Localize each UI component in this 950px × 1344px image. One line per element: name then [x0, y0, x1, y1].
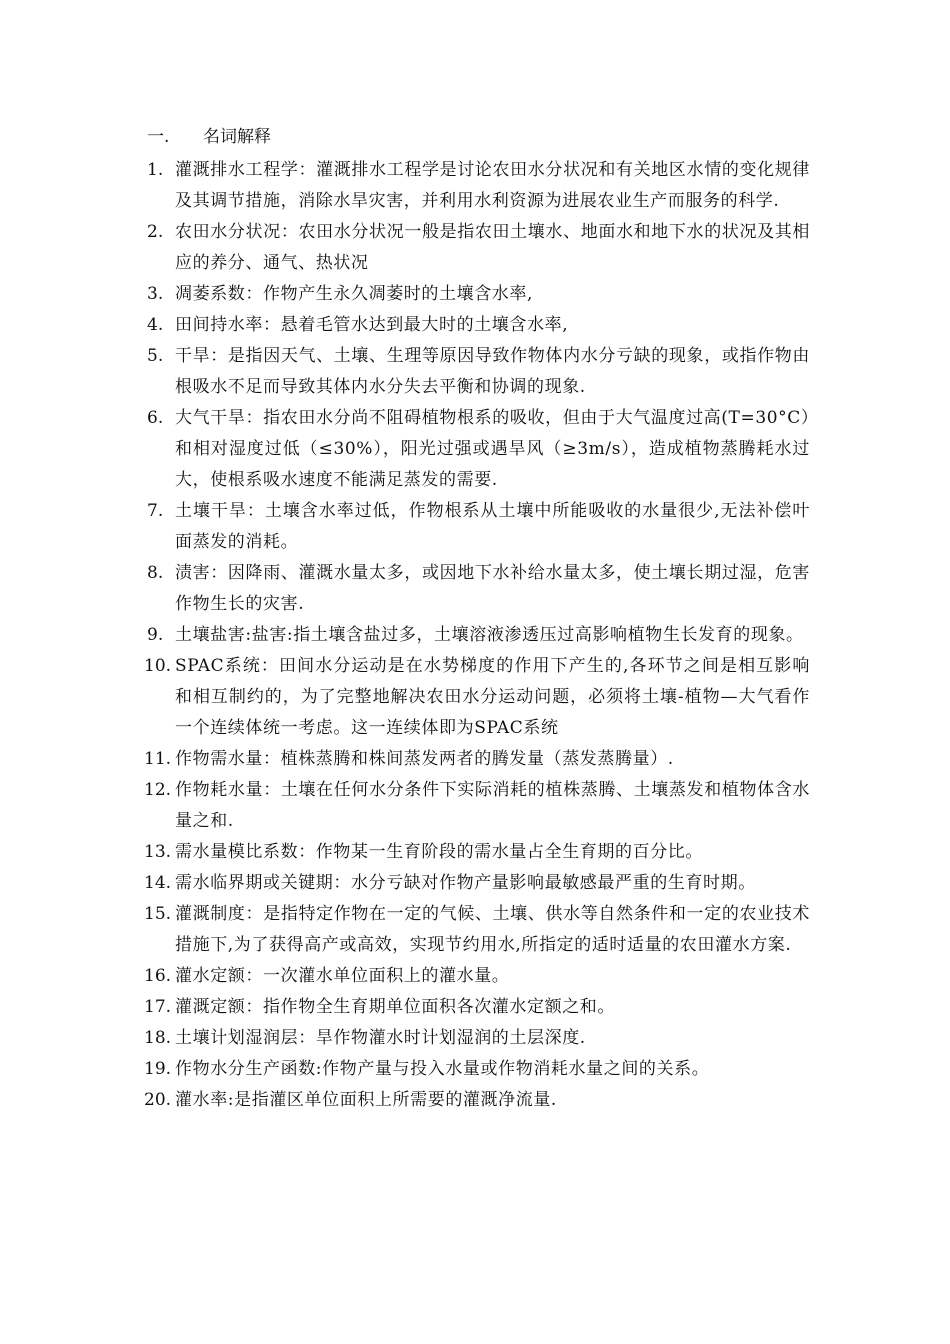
item-text: 灌溉定额：指作物全生育期单位面积各次灌水定额之和。: [175, 997, 615, 1017]
item-text: 渍害：因降雨、灌溉水量太多，或因地下水补给水量太多，使土壤长期过湿，危害作物生长的灾害.: [175, 563, 810, 614]
item-text: 作物耗水量：土壤在任何水分条件下实际消耗的植株蒸腾、土壤蒸发和植物体含水量之和.: [175, 780, 810, 831]
list-item: [0, 341, 950, 403]
item-text: 干旱：是指因天气、土壤、生理等原因导致作物体内水分亏缺的现象，或指作物由根吸水不足而导致其体内水分失去平衡和协调的现象.: [175, 346, 810, 397]
list-item: [0, 899, 950, 961]
item-number: 2.: [147, 222, 164, 242]
item-text: 大气干旱：指农田水分尚不阻碍植物根系的吸收，但由于大气温度过高(T=30°C）和相对湿度过低（≤30%），阳光过强或遇旱风（≥3m/s），造成植物蒸腾耗水过大，使根系吸水速度不能满足蒸发的需要.: [175, 408, 810, 490]
item-number: 14.: [144, 873, 172, 893]
item-number: 19.: [144, 1059, 172, 1079]
item-number: 5.: [147, 346, 164, 366]
item-number: 16.: [144, 966, 172, 986]
item-text: 土壤盐害:盐害:指土壤含盐过多，土壤溶液渗透压过高影响植物生长发育的现象。: [175, 625, 804, 645]
item-text: SPAC系统：田间水分运动是在水势梯度的作用下产生的,各环节之间是相互影响和相互制约的，为了完整地解决农田水分运动问题，必须将土壤-植物—大气看作一个连续体统一考虑。这一连续体即为SPAC系统: [175, 656, 810, 738]
item-text: 灌溉制度：是指特定作物在一定的气候、土壤、供水等自然条件和一定的农业技术措施下,为了获得高产或高效，实现节约用水,所指定的适时适量的农田灌水方案.: [175, 904, 810, 955]
item-number: 12.: [144, 780, 172, 800]
item-text: 作物水分生产函数:作物产量与投入水量或作物消耗水量之间的关系。: [175, 1059, 710, 1079]
list-item: [0, 775, 950, 837]
list-item: [0, 279, 950, 310]
item-number: 6.: [147, 408, 164, 428]
item-text: 作物需水量：植株蒸腾和株间蒸发两者的腾发量（蒸发蒸腾量）.: [175, 749, 674, 769]
list-item: [0, 558, 950, 620]
section-number: 一.: [147, 127, 170, 147]
item-number: 11.: [144, 749, 172, 769]
section-title: 名词解释: [203, 127, 271, 147]
item-text: 灌水率:是指灌区单位面积上所需要的灌溉净流量.: [175, 1090, 557, 1110]
list-item: [0, 744, 950, 775]
definition-list: [0, 155, 950, 1116]
section-heading: [147, 124, 271, 150]
item-number: 4.: [147, 315, 164, 335]
item-number: 1.: [147, 160, 164, 180]
item-number: 8.: [147, 563, 164, 583]
list-item: [0, 1085, 950, 1116]
item-number: 10.: [144, 656, 172, 676]
list-item: [0, 496, 950, 558]
list-item: [0, 1054, 950, 1085]
item-number: 9.: [147, 625, 164, 645]
item-number: 3.: [147, 284, 164, 304]
list-item: [0, 620, 950, 651]
list-item: [0, 217, 950, 279]
item-text: 需水临界期或关键期：水分亏缺对作物产量影响最敏感最严重的生育时期。: [175, 873, 756, 893]
list-item: [0, 155, 950, 217]
item-text: 土壤干旱：土壤含水率过低，作物根系从土壤中所能吸收的水量很少,无法补偿叶面蒸发的消耗。: [175, 501, 810, 552]
list-item: [0, 1023, 950, 1054]
item-text: 田间持水率：悬着毛管水达到最大时的土壤含水率,: [175, 315, 569, 335]
list-item: [0, 961, 950, 992]
list-item: [0, 992, 950, 1023]
list-item: [0, 868, 950, 899]
item-number: 18.: [144, 1028, 172, 1048]
item-text: 凋萎系数：作物产生永久凋萎时的土壤含水率,: [175, 284, 534, 304]
item-text: 农田水分状况：农田水分状况一般是指农田土壤水、地面水和地下水的状况及其相应的养分、通气、热状况: [175, 222, 810, 273]
item-number: 20.: [144, 1090, 172, 1110]
list-item: [0, 837, 950, 868]
list-item: [0, 651, 950, 744]
item-number: 13.: [144, 842, 172, 862]
item-text: 灌水定额：一次灌水单位面积上的灌水量。: [175, 966, 510, 986]
item-text: 灌溉排水工程学：灌溉排水工程学是讨论农田水分状况和有关地区水情的变化规律及其调节措施，消除水旱灾害，并利用水利资源为进展农业生产而服务的科学.: [175, 160, 810, 211]
item-number: 17.: [144, 997, 172, 1017]
list-item: [0, 403, 950, 496]
item-text: 需水量模比系数：作物某一生育阶段的需水量占全生育期的百分比。: [175, 842, 703, 862]
item-number: 7.: [147, 501, 164, 521]
item-text: 土壤计划湿润层：旱作物灌水时计划湿润的土层深度.: [175, 1028, 586, 1048]
item-number: 15.: [144, 904, 172, 924]
list-item: [0, 310, 950, 341]
